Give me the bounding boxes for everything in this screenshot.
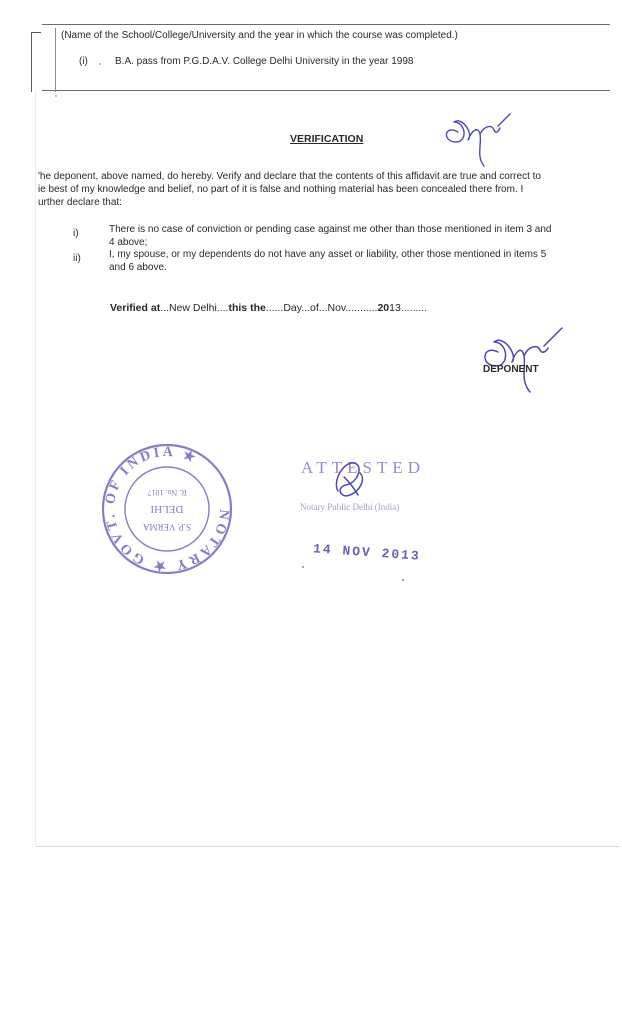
table-bottom-border (42, 90, 610, 91)
scan-speck (55, 95, 57, 97)
verification-paragraph (38, 170, 612, 209)
deponent-label: DEPONENT (483, 364, 539, 375)
verified-at-line (110, 302, 427, 314)
table-row-text: B.A. pass from P.G.D.A.V. College Delhi University in the year 1998 (115, 56, 414, 67)
page-left-edge (35, 90, 36, 846)
table-left-border (31, 32, 32, 92)
table-corner-tick (31, 32, 41, 33)
stamp-speck (402, 579, 404, 581)
point-line: I, my spouse, or my dependents do not have any asset or liability, other those mentioned in items 5 (109, 249, 547, 260)
point-line: There is no case of conviction or pending case against me other than those mentioned in item 3 and (109, 224, 552, 235)
seal-outer-text: NOTARY ★ GOVT. OF INDIA ★ (102, 444, 232, 574)
table-row-number: (i) (79, 56, 88, 67)
attested-stamp-text: ATTESTED (301, 458, 426, 477)
notary-line: Notary Public Delhi (India) (300, 502, 400, 512)
point-text (109, 224, 609, 249)
year-rest: 13......... (389, 302, 428, 314)
stamp-speck (302, 566, 304, 568)
seal-inner-line: S.P. VERMA (142, 522, 192, 532)
paragraph-line: ie best of my knowledge and belief, no part of it is false and nothing material has been concealed there from. I (38, 184, 524, 195)
notary-signature (330, 455, 370, 503)
point-number: ii) (73, 253, 81, 264)
page-bottom-edge (36, 846, 620, 847)
table-inner-border (55, 28, 56, 92)
table-header-text: (Name of the School/College/University and the year in which the course was completed.) (61, 30, 458, 41)
verified-at-label: Verified at (110, 302, 161, 314)
verification-title: VERIFICATION (290, 133, 364, 145)
paragraph-line: 'he deponent, above named, do hereby. Verify and declare that the contents of this affidavit are true and correct to (38, 171, 541, 182)
year-bold: 20 (377, 302, 390, 314)
scan-speck (99, 63, 101, 65)
notary-seal-stamp (98, 442, 236, 576)
date-fill: ......Day...of...Nov........... (265, 302, 378, 314)
paragraph-line: urther declare that: (38, 197, 122, 208)
point-line: 4 above; (109, 236, 148, 248)
seal-inner-line: DELHI (150, 503, 184, 515)
this-the-label: this the (228, 302, 266, 314)
table-top-border (42, 24, 610, 25)
seal-inner-line: R. No. 1017 (147, 488, 187, 497)
point-text (109, 249, 609, 274)
point-number: i) (73, 228, 79, 239)
table-row (79, 56, 413, 67)
point-line: and 6 above. (109, 261, 167, 273)
date-stamp: 14 NOV 2013 (312, 541, 422, 564)
signature-top (438, 104, 518, 170)
verified-place: ...New Delhi.... (160, 302, 229, 314)
signature-deponent (476, 322, 568, 396)
